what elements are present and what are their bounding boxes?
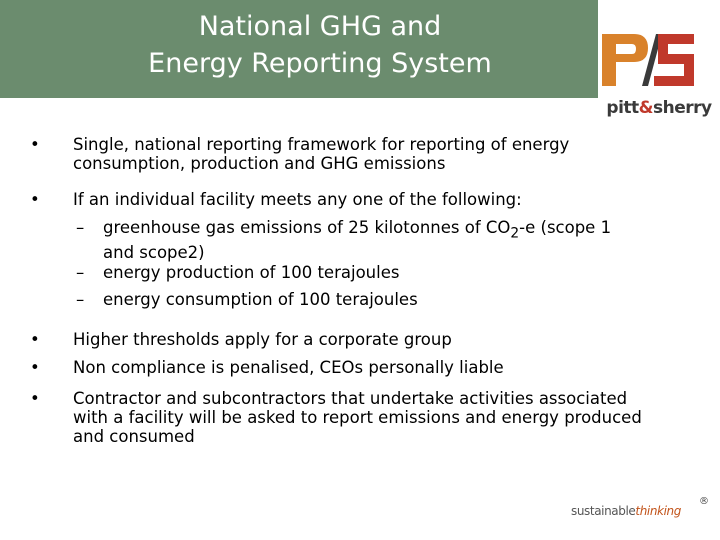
sub-marker: – <box>76 218 85 237</box>
sub-text <box>103 218 643 262</box>
logo-word-left: pitt <box>606 98 639 118</box>
bullet-marker: • <box>30 389 40 408</box>
sub-marker: – <box>76 263 85 282</box>
title-line-2: Energy Reporting System <box>148 48 492 79</box>
logo-g-shape <box>654 34 694 86</box>
sub-text-part-1: greenhouse gas emissions of 25 kilotonnes of CO <box>103 218 511 237</box>
logo-wordmark <box>598 98 720 118</box>
bullet-marker: • <box>30 358 40 377</box>
registered-mark: ® <box>699 496 709 507</box>
slide-title <box>0 8 640 82</box>
bullet-marker: • <box>30 190 40 209</box>
sub-text: energy production of 100 terajoules <box>103 263 400 282</box>
logo-word-right: sherry <box>652 98 712 118</box>
footer-emphasis: thinking <box>635 504 681 518</box>
title-line-1: National GHG and <box>198 11 442 42</box>
co2-subscript: 2 <box>510 225 520 242</box>
sub-text-part-2: -e (scope 1 and scope2) <box>103 218 612 263</box>
sub-marker: – <box>76 290 85 309</box>
bullet-text: Non compliance is penalised, CEOs personally liable <box>73 358 504 377</box>
footer-plain: sustainable <box>571 504 636 518</box>
bullet-text: Contractor and subcontractors that undertake activities associated with a facility will be asked to report emissions and energy produced and consumed <box>73 389 642 446</box>
bullet-marker: • <box>30 330 40 349</box>
bullet-text: Single, national reporting framework for reporting of energy consumption, production and GHG emissions <box>73 135 570 173</box>
bullet-text: Higher thresholds apply for a corporate group <box>73 330 452 349</box>
sub-text: energy consumption of 100 terajoules <box>103 290 418 309</box>
logo-p-stem <box>602 34 616 86</box>
sustainable-thinking-logo <box>571 504 681 518</box>
bullet-text: If an individual facility meets any one of the following: <box>73 190 522 209</box>
logo-word-amp: & <box>638 98 653 118</box>
bullet-marker: • <box>30 135 40 154</box>
